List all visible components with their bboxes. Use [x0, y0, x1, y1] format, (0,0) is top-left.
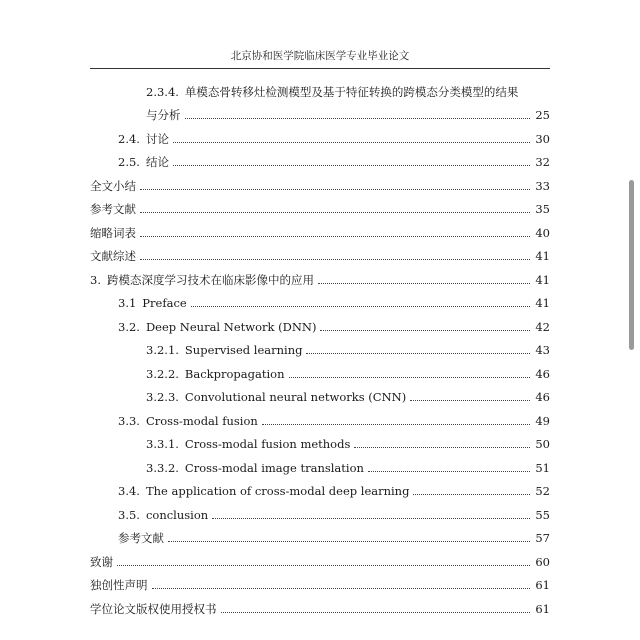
toc-entry-page: 32 — [535, 155, 550, 169]
toc-entry-title: conclusion — [145, 507, 209, 522]
toc-entry[interactable] — [90, 522, 550, 546]
dot-leader — [262, 424, 530, 425]
toc-entry-title: 单模态骨转移灶检测模型及基于特征转换的跨模态分类模型的结果 — [184, 84, 519, 99]
dot-leader — [306, 353, 530, 354]
dot-leader — [173, 165, 530, 166]
toc-entry-number: 3.3. — [118, 413, 140, 428]
dot-leader — [152, 588, 531, 589]
dot-leader — [410, 400, 530, 401]
toc-entry-page: 50 — [535, 437, 550, 451]
dot-leader — [318, 283, 530, 284]
toc-entry-page: 52 — [535, 484, 550, 498]
toc-entry-page: 61 — [535, 578, 550, 592]
toc-entry-page: 40 — [535, 225, 550, 240]
toc-entry-page: 35 — [535, 202, 550, 216]
table-of-contents — [90, 75, 550, 616]
toc-entry-page: 60 — [535, 554, 550, 569]
toc-entry[interactable] — [90, 122, 550, 146]
toc-entry-page: 55 — [535, 507, 550, 522]
toc-entry-number: 3.5. — [118, 507, 140, 522]
toc-entry-title-continued: 与分析 — [146, 108, 181, 122]
toc-entry-title: Cross-modal fusion methods — [184, 437, 351, 451]
toc-entry[interactable] — [90, 334, 550, 358]
toc-entry[interactable] — [90, 404, 550, 428]
toc-entry-page: 41 — [535, 272, 550, 287]
toc-entry[interactable] — [90, 498, 550, 522]
toc-entry-title: 参考文献 — [90, 202, 136, 216]
toc-entry-title: 文献综述 — [90, 249, 136, 263]
dot-leader — [221, 612, 531, 613]
scrollbar[interactable] — [629, 180, 634, 350]
toc-entry[interactable] — [90, 75, 550, 122]
toc-entry[interactable] — [90, 240, 550, 264]
toc-entry-page: 57 — [535, 531, 550, 545]
toc-entry[interactable] — [90, 381, 550, 405]
toc-entry[interactable] — [90, 592, 550, 616]
toc-entry-page: 49 — [535, 413, 550, 428]
toc-entry-number: 3. — [90, 272, 101, 287]
toc-entry[interactable] — [90, 357, 550, 381]
toc-entry-number: 2.4. — [118, 131, 140, 146]
toc-entry-title: Supervised learning — [184, 343, 303, 357]
toc-entry-page: 61 — [535, 601, 550, 616]
toc-entry-title: 学位论文版权使用授权书 — [90, 601, 217, 616]
dot-leader — [289, 377, 531, 378]
toc-entry[interactable] — [90, 475, 550, 499]
toc-entry-title: Convolutional neural networks (CNN) — [184, 390, 407, 404]
dot-leader — [140, 236, 530, 237]
dot-leader — [185, 118, 531, 119]
toc-entry[interactable] — [90, 146, 550, 170]
toc-entry-number: 3.4. — [118, 484, 140, 498]
toc-entry-page: 42 — [535, 319, 550, 334]
dot-leader — [140, 189, 530, 190]
toc-entry-title: Cross-modal fusion — [145, 413, 258, 428]
toc-entry-title: 结论 — [145, 155, 169, 169]
toc-entry-title: Backpropagation — [184, 366, 285, 381]
toc-entry[interactable] — [90, 287, 550, 311]
toc-entry-number: 3.2.2. — [146, 366, 179, 381]
toc-entry[interactable] — [90, 451, 550, 475]
toc-entry-title: Preface — [142, 296, 187, 310]
toc-entry-page: 46 — [535, 390, 550, 404]
dot-leader — [140, 259, 530, 260]
running-header: 北京协和医学院临床医学专业毕业论文 — [90, 48, 550, 69]
dot-leader — [173, 142, 530, 143]
toc-entry[interactable] — [90, 216, 550, 240]
toc-entry-title: The application of cross-modal deep learning — [145, 484, 410, 498]
dot-leader — [212, 518, 530, 519]
toc-entry-title: 跨模态深度学习技术在临床影像中的应用 — [106, 272, 314, 287]
dot-leader — [140, 212, 530, 213]
toc-entry-page: 41 — [535, 296, 550, 310]
dot-leader — [191, 306, 530, 307]
toc-entry[interactable] — [90, 169, 550, 193]
dot-leader — [117, 565, 530, 566]
toc-entry-title: Deep Neural Network (DNN) — [145, 319, 317, 334]
toc-entry-title: 讨论 — [145, 131, 169, 146]
toc-entry[interactable] — [90, 545, 550, 569]
toc-entry[interactable] — [90, 263, 550, 287]
toc-entry-title: 参考文献 — [118, 531, 164, 545]
toc-entry-number: 3.1 — [118, 296, 137, 310]
toc-entry[interactable] — [90, 193, 550, 217]
dot-leader — [413, 494, 530, 495]
toc-entry-number: 2.5. — [118, 155, 140, 169]
toc-entry-number: 3.3.1. — [146, 437, 179, 451]
toc-entry-page: 30 — [535, 131, 550, 146]
toc-entry-title: 致谢 — [90, 554, 113, 569]
toc-entry[interactable] — [90, 310, 550, 334]
toc-entry-number: 3.3.2. — [146, 460, 179, 475]
dot-leader — [368, 471, 530, 472]
toc-entry-page: 33 — [535, 178, 550, 193]
dot-leader — [168, 541, 530, 542]
toc-entry-page: 41 — [535, 249, 550, 263]
toc-entry-page: 51 — [535, 460, 550, 475]
toc-entry-number: 2.3.4. — [146, 84, 179, 99]
toc-entry-number: 3.2.3. — [146, 390, 179, 404]
toc-entry-title: 独创性声明 — [90, 578, 148, 592]
dot-leader — [320, 330, 530, 331]
toc-entry-page: 43 — [535, 343, 550, 357]
toc-entry-title: 全文小结 — [90, 178, 136, 193]
toc-entry-page: 25 — [535, 108, 550, 122]
toc-entry[interactable] — [90, 569, 550, 593]
toc-entry-number: 3.2. — [118, 319, 140, 334]
toc-entry-number: 3.2.1. — [146, 343, 179, 357]
dot-leader — [354, 447, 530, 448]
toc-entry-title: Cross-modal image translation — [184, 460, 364, 475]
toc-entry[interactable] — [90, 428, 550, 452]
toc-entry-page: 46 — [535, 366, 550, 381]
toc-entry-title: 缩略词表 — [90, 225, 136, 240]
